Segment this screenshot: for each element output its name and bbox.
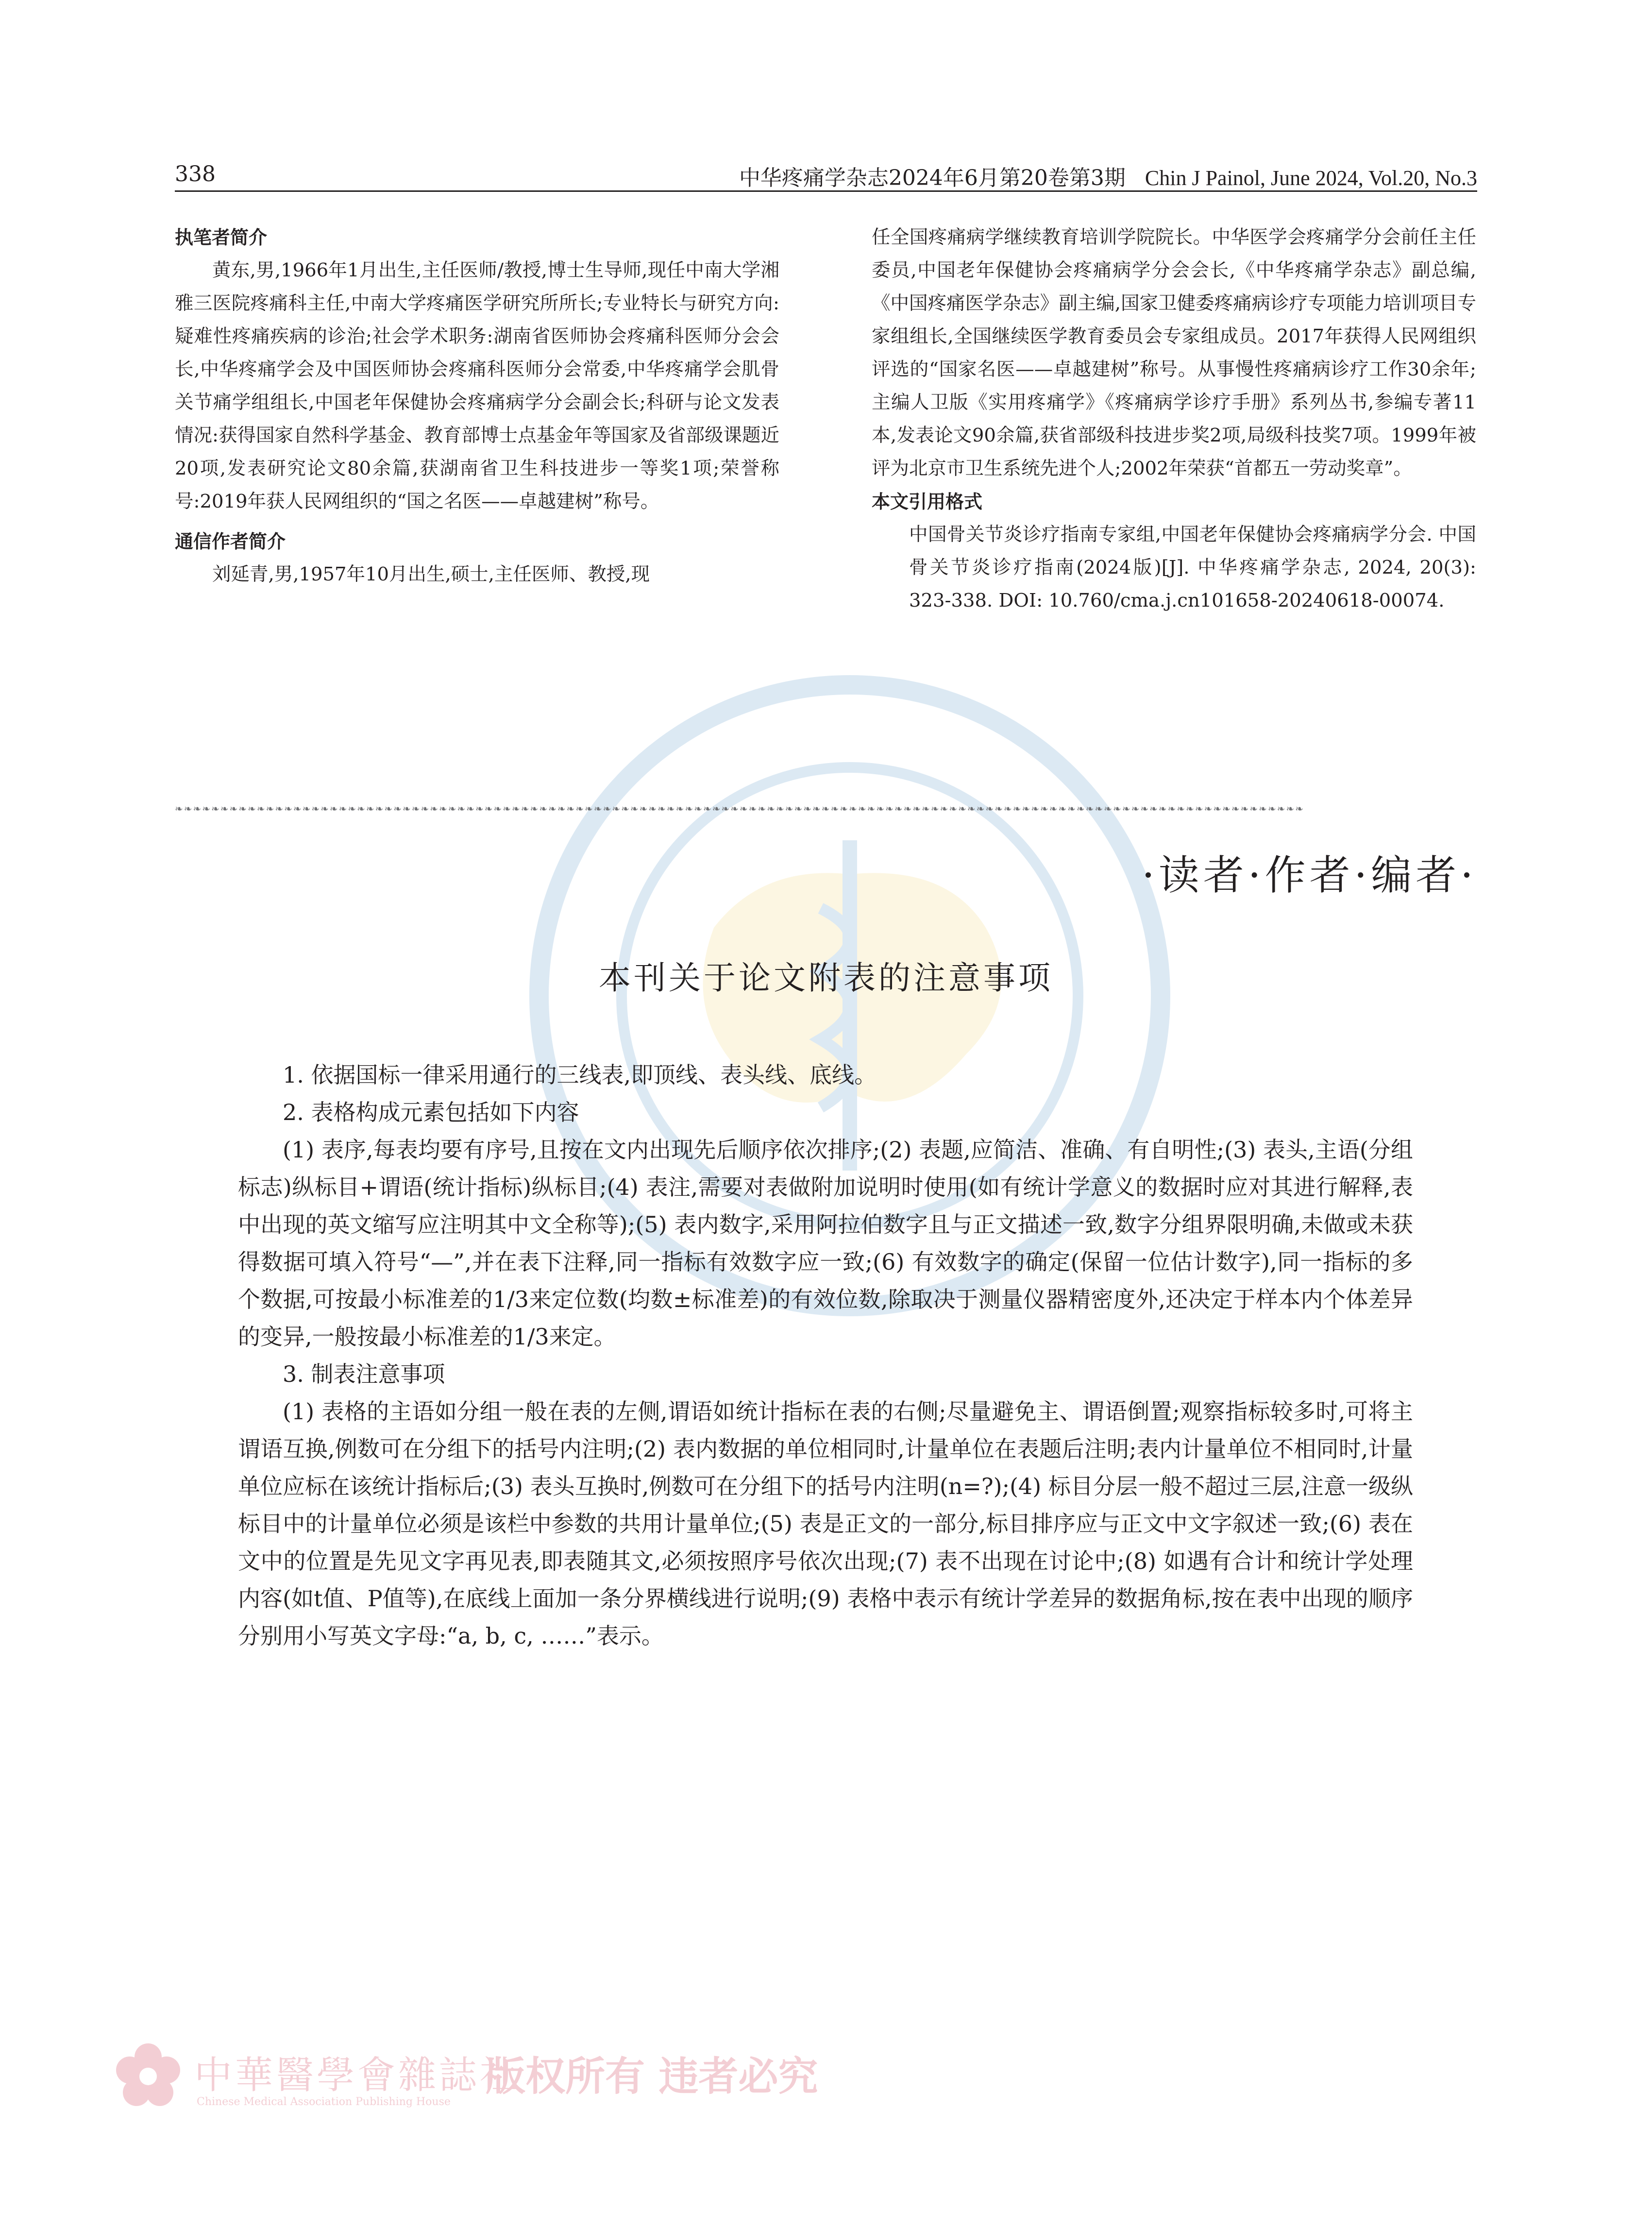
left-column — [175, 221, 779, 591]
header-rule — [175, 190, 1477, 192]
page-number: 338 — [175, 162, 216, 187]
notice-item: (1) 表序,每表均要有序号,且按在文内出现先后顺序依次排序;(2) 表题,应简洁、准确、有自明性;(3) 表头,主语(分组标志)纵标目+谓语(统计指标)纵标目;(4) 表注,需要对表做附加说明时使用(如有统计学意义的数据时应对其进行解释,表中出现的英文缩写应注明其中文全称等);(5) 表内数字,采用阿拉伯数字且与正文描述一致,数字分组界限明确,未做或未获得数据可填入符号“—”,并在表下注释,同一指标有效数字应一致;(6) 有效数字的确定(保留一位估计数字),同一指标的多个数据,可按最小标准差的1/3来定位数(均数±标准差)的有效位数,除取决于测量仪器精密度外,还决定于样本内个体差异的变异,一般按最小标准差的1/3来定。 — [238, 1137, 1413, 1350]
author-bio-heading: 执笔者简介 — [175, 227, 268, 248]
corresponding-bio-text-cont: 任全国疼痛病学继续教育培训学院院长。中华医学会疼痛学分会前任主任委员,中国老年保健协会疼痛病学分会会长,《中华疼痛学杂志》副总编,《中国疼痛医学杂志》副主编,国家卫健委疼痛病诊疗专项能力培训项目专家组组长,全国继续医学教育委员会专家组成员。2017年获得人民网组织评选的“国家名医——卓越建树”称号。从事慢性疼痛病诊疗工作30余年;主编人卫版《实用疼痛学》《疼痛病学诊疗手册》系列丛书,参编专著11本,发表论文90余篇,获省部级科技进步奖2项,局级科技奖7项。1999年被评为北京市卫生系统先进个人;2002年荣获“首都五一劳动奖章”。 — [872, 226, 1476, 479]
corresponding-bio-heading: 通信作者简介 — [175, 531, 286, 552]
citation-heading: 本文引用格式 — [872, 491, 983, 512]
journal-title-en: Chin J Painol, June 2024, Vol.20, No.3 — [1145, 166, 1477, 190]
copyright-notice: 版权所有 违者必究 — [486, 2054, 818, 2100]
publisher-watermark — [112, 2030, 840, 2127]
notice-item: 3. 制表注意事项 — [283, 1361, 445, 1387]
journal-title-cn: 中华疼痛学杂志2024年6月第20卷第3期 — [739, 166, 1126, 190]
ornamental-divider: ❧❧❧❧❧❧❧❧❧❧❧❧❧❧❧❧❧❧❧❧❧❧❧❧❧❧❧❧❧❧❧❧❧❧❧❧❧❧❧❧❧❧❧❧❧❧❧❧❧❧❧❧❧❧❧❧❧❧❧❧❧❧❧❧❧❧❧❧❧❧❧❧❧❧❧❧❧❧❧❧❧❧❧❧❧❧❧❧❧❧❧❧❧❧❧❧❧❧❧❧❧❧❧❧❧❧❧❧❧❧❧❧❧❧❧❧❧❧❧❧❧❧❧❧ — [175, 804, 1304, 814]
publisher-name-cn: 中華醫學會雜誌社 — [194, 2054, 521, 2097]
corresponding-bio-text-start: 刘延青,男,1957年10月出生,硕士,主任医师、教授,现 — [212, 563, 650, 585]
flower-logo-icon — [112, 2040, 185, 2113]
right-column — [872, 221, 1476, 617]
running-head — [739, 160, 1477, 191]
publisher-name-en: Chinese Medical Association Publishing House — [197, 2096, 451, 2108]
author-bio-text: 黄东,男,1966年1月出生,主任医师/教授,博士生导师,现任中南大学湘雅三医院疼痛科主任,中南大学疼痛医学研究所所长;专业特长与研究方向:疑难性疼痛疾病的诊治;社会学术职务:湖南省医师协会疼痛科医师分会会长,中华疼痛学会及中国医师协会疼痛科医师分会常委,中华疼痛学会肌骨关节痛学组组长,中国老年保健协会疼痛病学分会副会长;科研与论文发表情况:获得国家自然科学基金、教育部博士点基金年等国家及省部级课题近20项,发表研究论文80余篇,获湖南省卫生科技进步一等奖1项;荣誉称号:2019年获人民网组织的“国之名医——卓越建树”称号。 — [175, 259, 779, 512]
notice-item: (1) 表格的主语如分组一般在表的左侧,谓语如统计指标在表的右侧;尽量避免主、谓语倒置;观察指标较多时,可将主谓语互换,例数可在分组下的括号内注明;(2) 表内数据的单位相同时,计量单位在表题后注明;表内计量单位不相同时,计量单位应标在该统计指标后;(3) 表头互换时,例数可在分组下的括号内注明(n=?);(4) 标目分层一般不超过三层,注意一级纵标目中的计量单位必须是该栏中参数的共用计量单位;(5) 表是正文的一部分,标目排序应与正文中文字叙述一致;(6) 表在文中的位置是先见文字再见表,即表随其文,必须按照序号依次出现;(7) 表不出现在讨论中;(8) 如遇有合计和统计学处理内容(如t值、P值等),在底线上面加一条分界横线进行说明;(9) 表格中表示有统计学差异的数据角标,按在表中出现的顺序分别用小写英文字母:“a, b, c, ……”表示。 — [238, 1398, 1413, 1649]
citation-text: 中国骨关节炎诊疗指南专家组,中国老年保健协会疼痛病学分会. 中国骨关节炎诊疗指南(2024版)[J]. 中华疼痛学杂志, 2024, 20(3): 323-338. DOI: 10.760/cma.j.cn101658-20240618-00074. — [909, 524, 1476, 612]
notice-item: 1. 依据国标一律采用通行的三线表,即顶线、表头线、底线。 — [283, 1062, 877, 1088]
notice-body — [238, 1056, 1413, 1655]
column-title: ·读者·作者·编者· — [1142, 851, 1477, 899]
article-title: 本刊关于论文附表的注意事项 — [599, 959, 1053, 997]
notice-item: 2. 表格构成元素包括如下内容 — [283, 1099, 579, 1125]
